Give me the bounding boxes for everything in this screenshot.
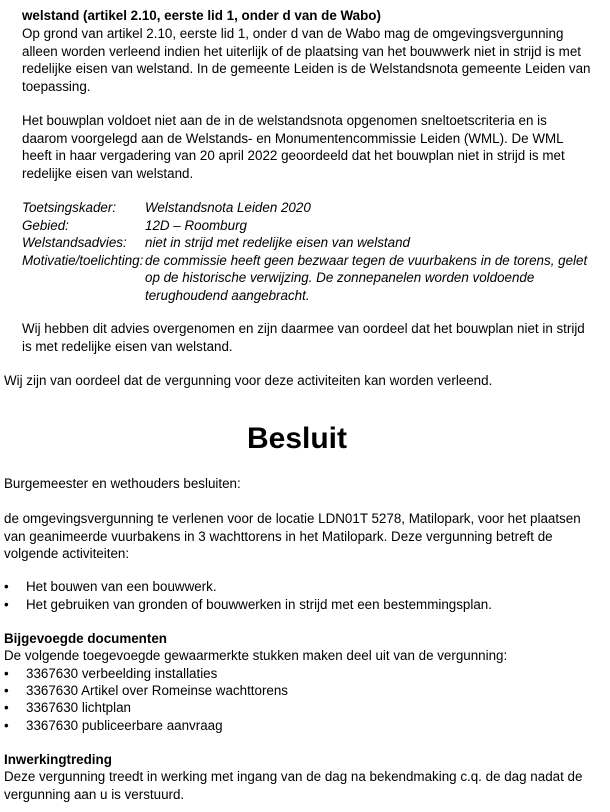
motivatie-row — [22, 252, 602, 305]
inwerking-text — [4, 768, 594, 803]
welstand-paragraph-2 — [22, 112, 592, 182]
text-line: redelijke eisen van welstand. — [22, 165, 194, 181]
documents-list — [4, 665, 594, 734]
text-line: Het bouwplan voldoet niet aan de in de welstandsnota opgenomen sneltoetscriteria en is — [22, 113, 547, 128]
documents-heading: Bijgevoegde documenten — [4, 631, 167, 646]
documents-intro: De volgende toegevoegde gewaarmerkte stukken maken deel uit van de vergunning: — [4, 648, 508, 663]
welstand-paragraph-1 — [22, 25, 592, 95]
gebied-value: 12D – Roomburg — [145, 217, 247, 233]
toetsingskader-row — [22, 199, 602, 217]
list-item-text: 3367630 publiceerbare aanvraag — [26, 717, 223, 733]
text-line: daarom voorgelegd aan de Welstands- en Monumentencommissie Leiden (WML). De WML — [22, 130, 564, 146]
list-item — [4, 682, 594, 699]
conclusion-text: Wij zijn van oordeel dat de vergunning voor deze activiteiten kan worden verleend. — [4, 373, 493, 388]
text-line: vergunning aan u is verstuurd. — [4, 786, 185, 802]
list-item-text: Het gebruiken van gronden of bouwwerken in strijd met een bestemmingsplan. — [26, 596, 492, 612]
besluit-intro: Burgemeester en wethouders besluiten: — [4, 476, 241, 491]
text-line: toepassing. — [22, 78, 91, 94]
besluit-decision — [4, 510, 594, 563]
text-line: terughoudend aangebracht. — [145, 287, 310, 303]
text-line: volgende activiteiten: — [4, 546, 130, 561]
gebied-row — [22, 217, 602, 235]
text-line: Deze vergunning treedt in werking met ingang van de dag na bekendmaking c.q. de dag nadat de — [4, 769, 583, 784]
welstand-toetsing-table — [22, 199, 602, 304]
text-line: redelijke eisen van welstand. In de gemeente Leiden is de Welstandsnota gemeente Leiden van — [22, 61, 591, 76]
text-line: heeft in haar vergadering van 20 april 2022 geoordeeld dat het bouwplan niet in strijd is met — [22, 148, 565, 163]
welstandsadvies-row — [22, 234, 602, 252]
text-line: alleen worden verleend indien het uiterlijk of de plaatsing van het bouwwerk niet in strijd is met — [22, 43, 582, 59]
list-item — [4, 717, 594, 734]
motivatie-value — [145, 252, 600, 305]
list-item-text: Het bouwen van een bouwwerk. — [26, 579, 217, 594]
text-line: de omgevingsvergunning te verlenen voor de locatie LDN01T 5278, Matilopark, voor het plaatsen — [4, 511, 581, 526]
toetsingskader-value: Welstandsnota Leiden 2020 — [145, 200, 311, 215]
list-item — [4, 578, 594, 596]
welstandsadvies-value: niet in strijd met redelijke eisen van welstand — [145, 235, 410, 250]
gebied-label: Gebied: — [22, 217, 69, 233]
text-line: de commissie heeft geen bezwaar tegen de vuurbakens in de torens, gelet — [145, 252, 588, 268]
text-line: van geanimeerde vuurbakens in 3 wachttorens in het Matilopark. Deze vergunning betreft de — [4, 528, 553, 544]
toetsingskader-label: Toetsingskader: — [22, 200, 117, 215]
list-item — [4, 699, 594, 716]
list-item-text: 3367630 Artikel over Romeinse wachttorens — [26, 683, 289, 699]
welstandsadvies-label: Welstandsadvies: — [22, 235, 127, 250]
list-item — [4, 665, 594, 682]
welstand-heading: welstand (artikel 2.10, eerste lid 1, onder d van de Wabo) — [22, 8, 381, 23]
activities-list — [4, 578, 594, 613]
welstand-paragraph-3 — [22, 320, 592, 355]
motivatie-label: Motivatie/toelichting: — [22, 252, 144, 268]
text-line: Op grond van artikel 2.10, eerste lid 1, onder d van de Wabo mag de omgevingsvergunning — [22, 26, 564, 41]
text-line: Wij hebben dit advies overgenomen en zijn daarmee van oordeel dat het bouwplan niet in strijd — [22, 321, 585, 336]
besluit-title: Besluit — [246, 422, 348, 455]
list-item — [4, 596, 594, 614]
text-line: is met redelijke eisen van welstand. — [22, 338, 233, 354]
text-line: op de historische verwijzing. De zonnepanelen worden voldoende — [145, 270, 535, 285]
inwerking-heading: Inwerkingtreding — [4, 752, 112, 767]
list-item-text: 3367630 verbeelding installaties — [26, 666, 218, 681]
list-item-text: 3367630 lichtplan — [26, 700, 131, 716]
